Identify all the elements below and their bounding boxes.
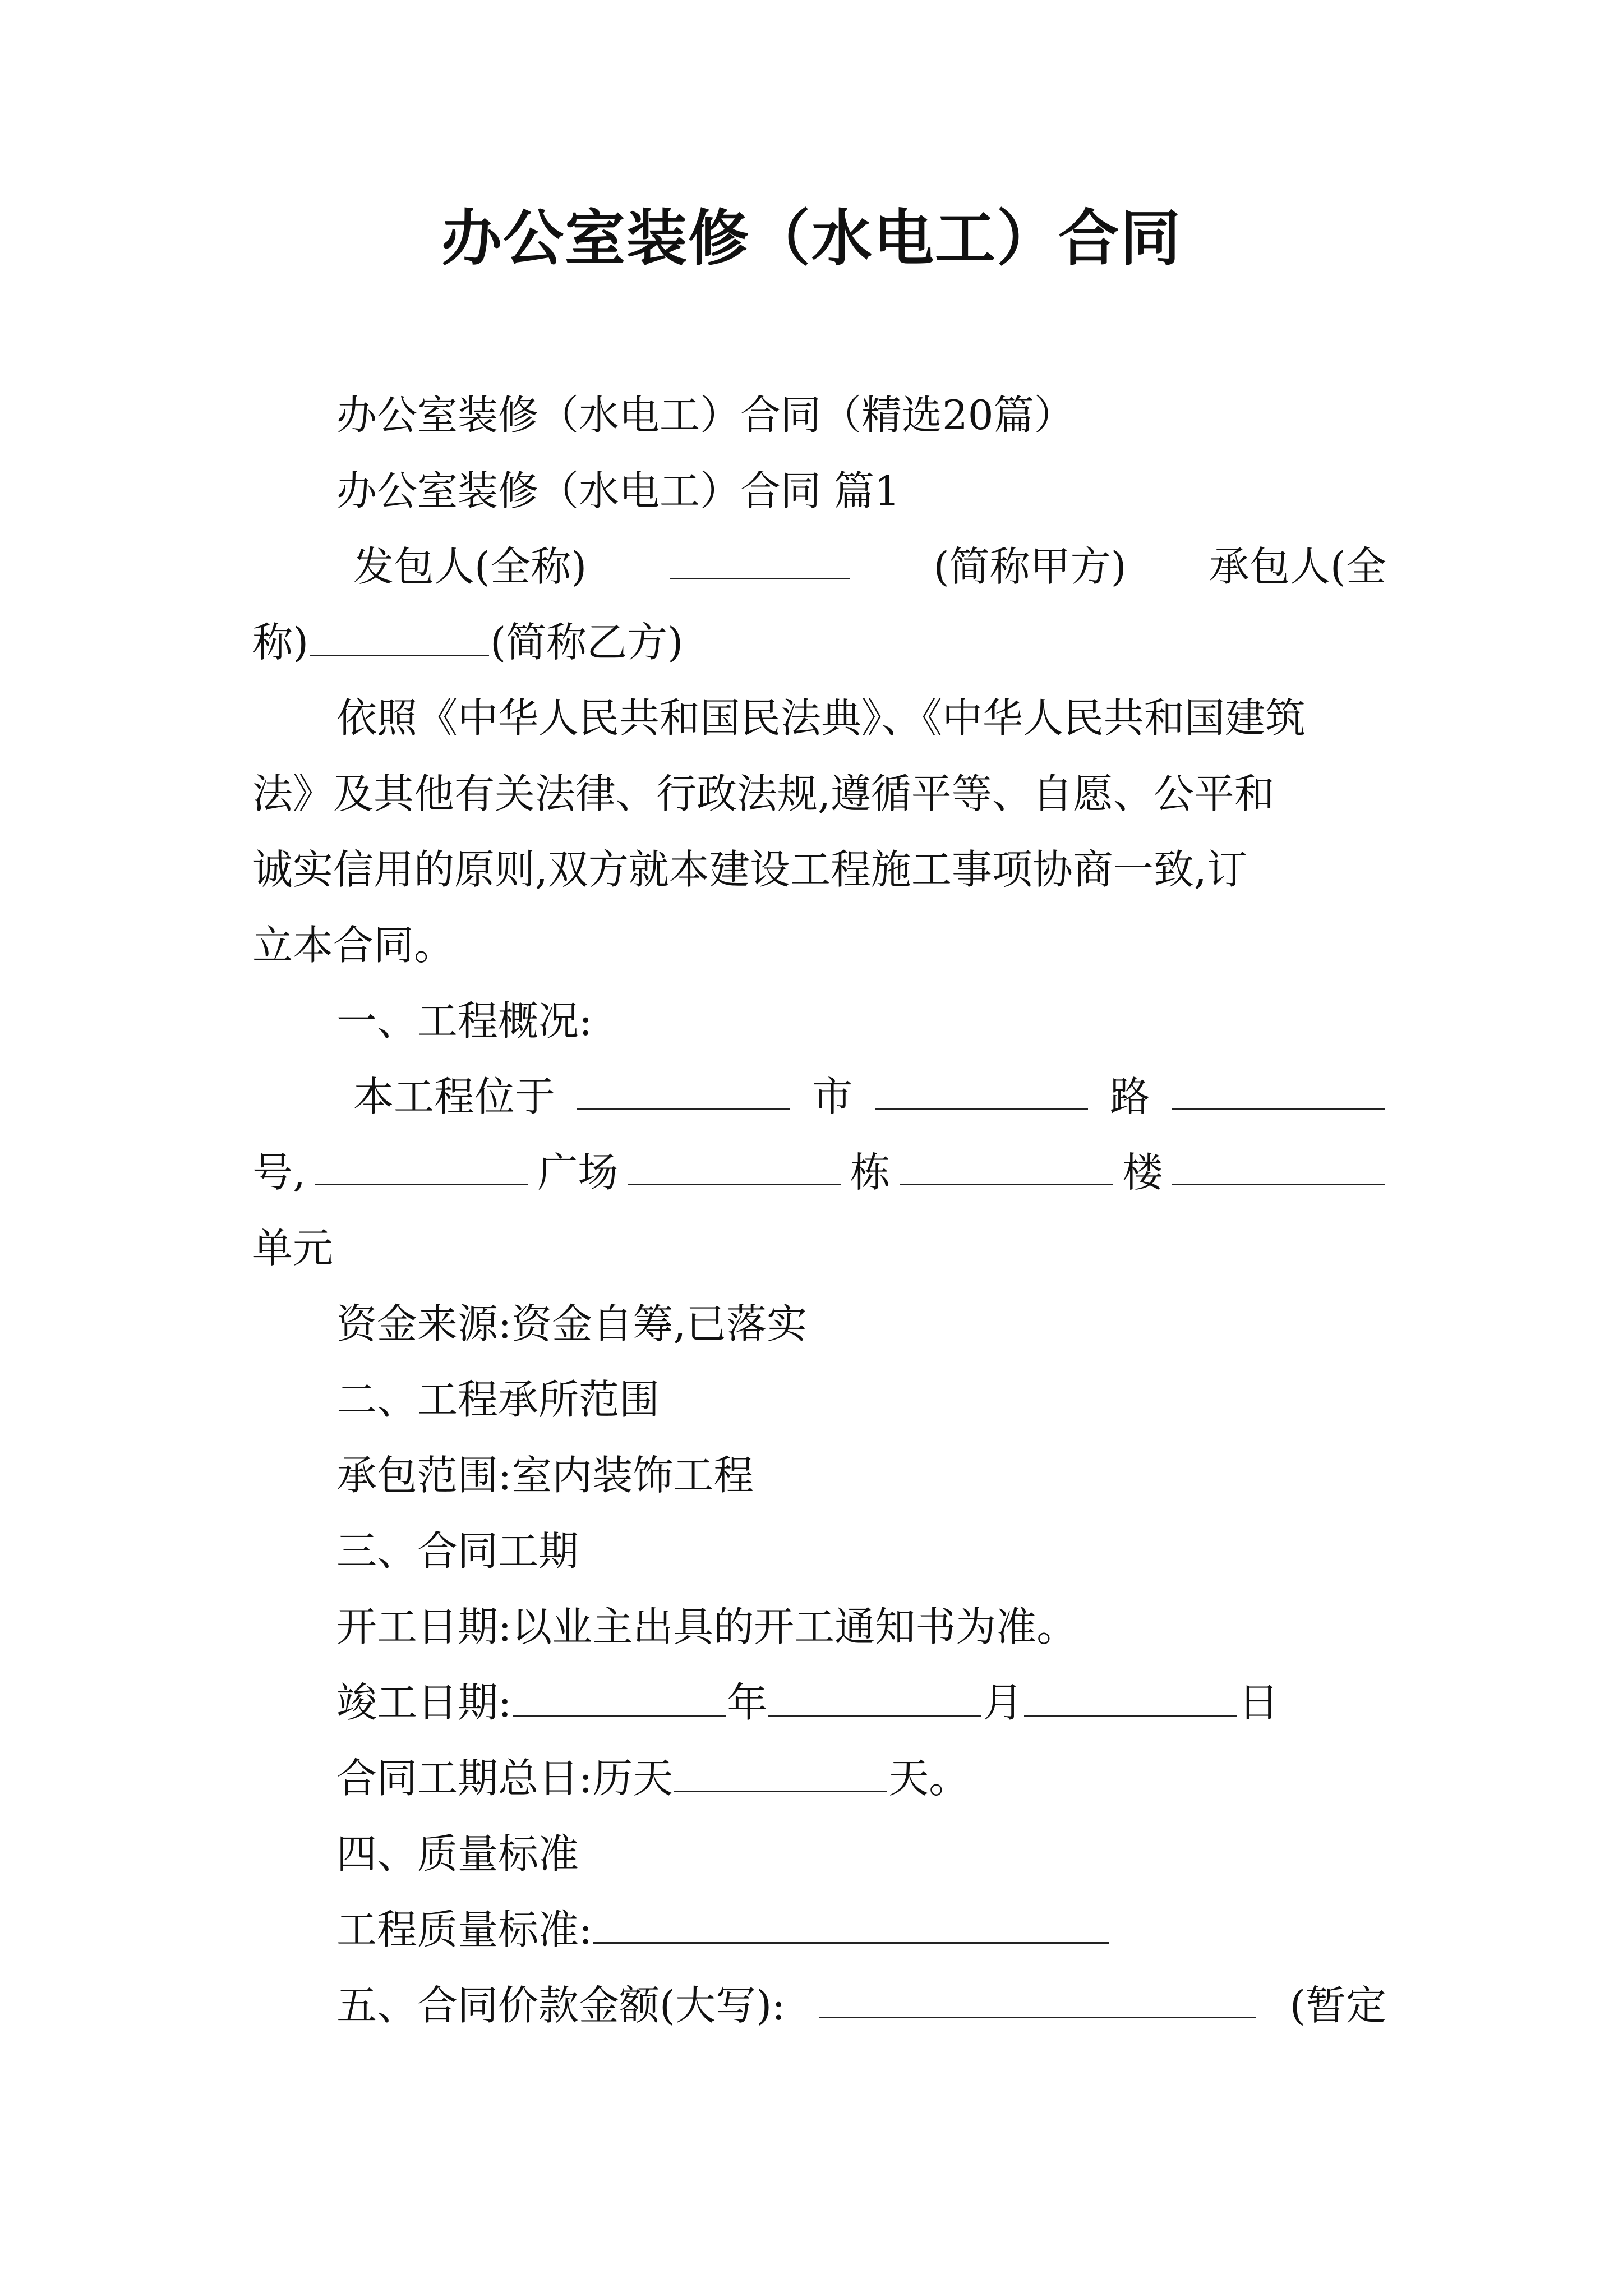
unit-blank: [1172, 1144, 1385, 1185]
party-a-abbr: (简称甲方): [933, 543, 1127, 590]
year-label: 年: [727, 1679, 768, 1726]
road-blank: [875, 1069, 1088, 1110]
section-heading: 办公室装修（水电工）合同 篇1: [336, 467, 900, 514]
party-b-label-cont: 称): [252, 619, 309, 666]
days-blank: [674, 1751, 887, 1792]
sec4-heading: 四、质量标准: [336, 1830, 579, 1878]
day-blank: [1024, 1676, 1237, 1717]
building-blank: [628, 1144, 841, 1185]
preamble-line-4: 立本合同。: [252, 922, 455, 969]
quality-standard-line: [336, 1902, 1110, 1958]
contract-price-tail: (暂定: [1289, 1982, 1386, 2029]
total-duration-line: [336, 1750, 969, 1806]
year-blank: [513, 1676, 726, 1717]
sec2-heading: 二、工程承所范围: [336, 1376, 660, 1423]
quality-standard-label: 工程质量标准:: [336, 1906, 593, 1953]
contract-price-blank: [819, 1977, 1256, 2018]
subtitle: 办公室装修（水电工）合同（精选20篇）: [336, 392, 1075, 439]
quality-standard-blank: [593, 1903, 1109, 1944]
party-b-blank: [310, 615, 489, 656]
floor-label: 楼: [1122, 1149, 1163, 1196]
plaza-blank: [315, 1144, 528, 1185]
funding-source: 资金来源:资金自筹,已落实: [336, 1300, 808, 1347]
location-line-1: [353, 1069, 1386, 1125]
floor-blank: [900, 1144, 1113, 1185]
month-label: 月: [983, 1679, 1023, 1726]
start-date: 开工日期:以业主出具的开工通知书为准。: [336, 1603, 1077, 1650]
total-duration-label: 合同工期总日:历天: [336, 1755, 674, 1802]
contract-price-label: 五、合同价款金额(大写):: [336, 1982, 786, 2029]
contract-scope: 承包范围:室内装饰工程: [336, 1452, 754, 1499]
parties-line-2: [252, 614, 683, 670]
parties-line-1: [353, 539, 1386, 595]
completion-date-label: 竣工日期:: [336, 1679, 512, 1726]
preamble-line-1: 依照《中华人民共和国民法典》、《中华人民共和国建筑: [336, 694, 1306, 742]
party-b-label: 承包人(全: [1209, 543, 1386, 590]
sec3-heading: 三、合同工期: [336, 1527, 579, 1575]
plaza-label: 广场: [537, 1149, 619, 1196]
preamble-line-3: 诚实信用的原则,双方就本建设工程施工事项协商一致,订: [252, 846, 1247, 893]
number-blank: [1172, 1069, 1385, 1110]
building-label: 栋: [850, 1149, 891, 1196]
location-line-2: [252, 1144, 1386, 1200]
day-label: 日: [1238, 1679, 1279, 1726]
days-label: 天。: [888, 1755, 970, 1802]
party-b-abbr: (简称乙方): [490, 619, 684, 666]
number-label: 号,: [252, 1149, 306, 1196]
city-label: 市: [812, 1073, 853, 1120]
completion-date-line: [336, 1674, 1279, 1731]
sec1-heading: 一、工程概况:: [336, 997, 593, 1045]
preamble-line-2: 法》及其他有关法律、行政法规,遵循平等、自愿、公平和: [252, 770, 1275, 817]
location-label: 本工程位于: [353, 1073, 556, 1120]
party-a-blank: [670, 539, 850, 579]
city-blank: [577, 1069, 790, 1110]
party-a-label: 发包人(全称): [353, 543, 587, 590]
month-blank: [768, 1676, 981, 1717]
unit-label: 单元: [252, 1225, 334, 1272]
document-title: 办公室装修（水电工）合同: [441, 203, 1182, 274]
contract-price-line: [336, 1977, 1386, 2033]
road-label: 路: [1109, 1073, 1150, 1120]
